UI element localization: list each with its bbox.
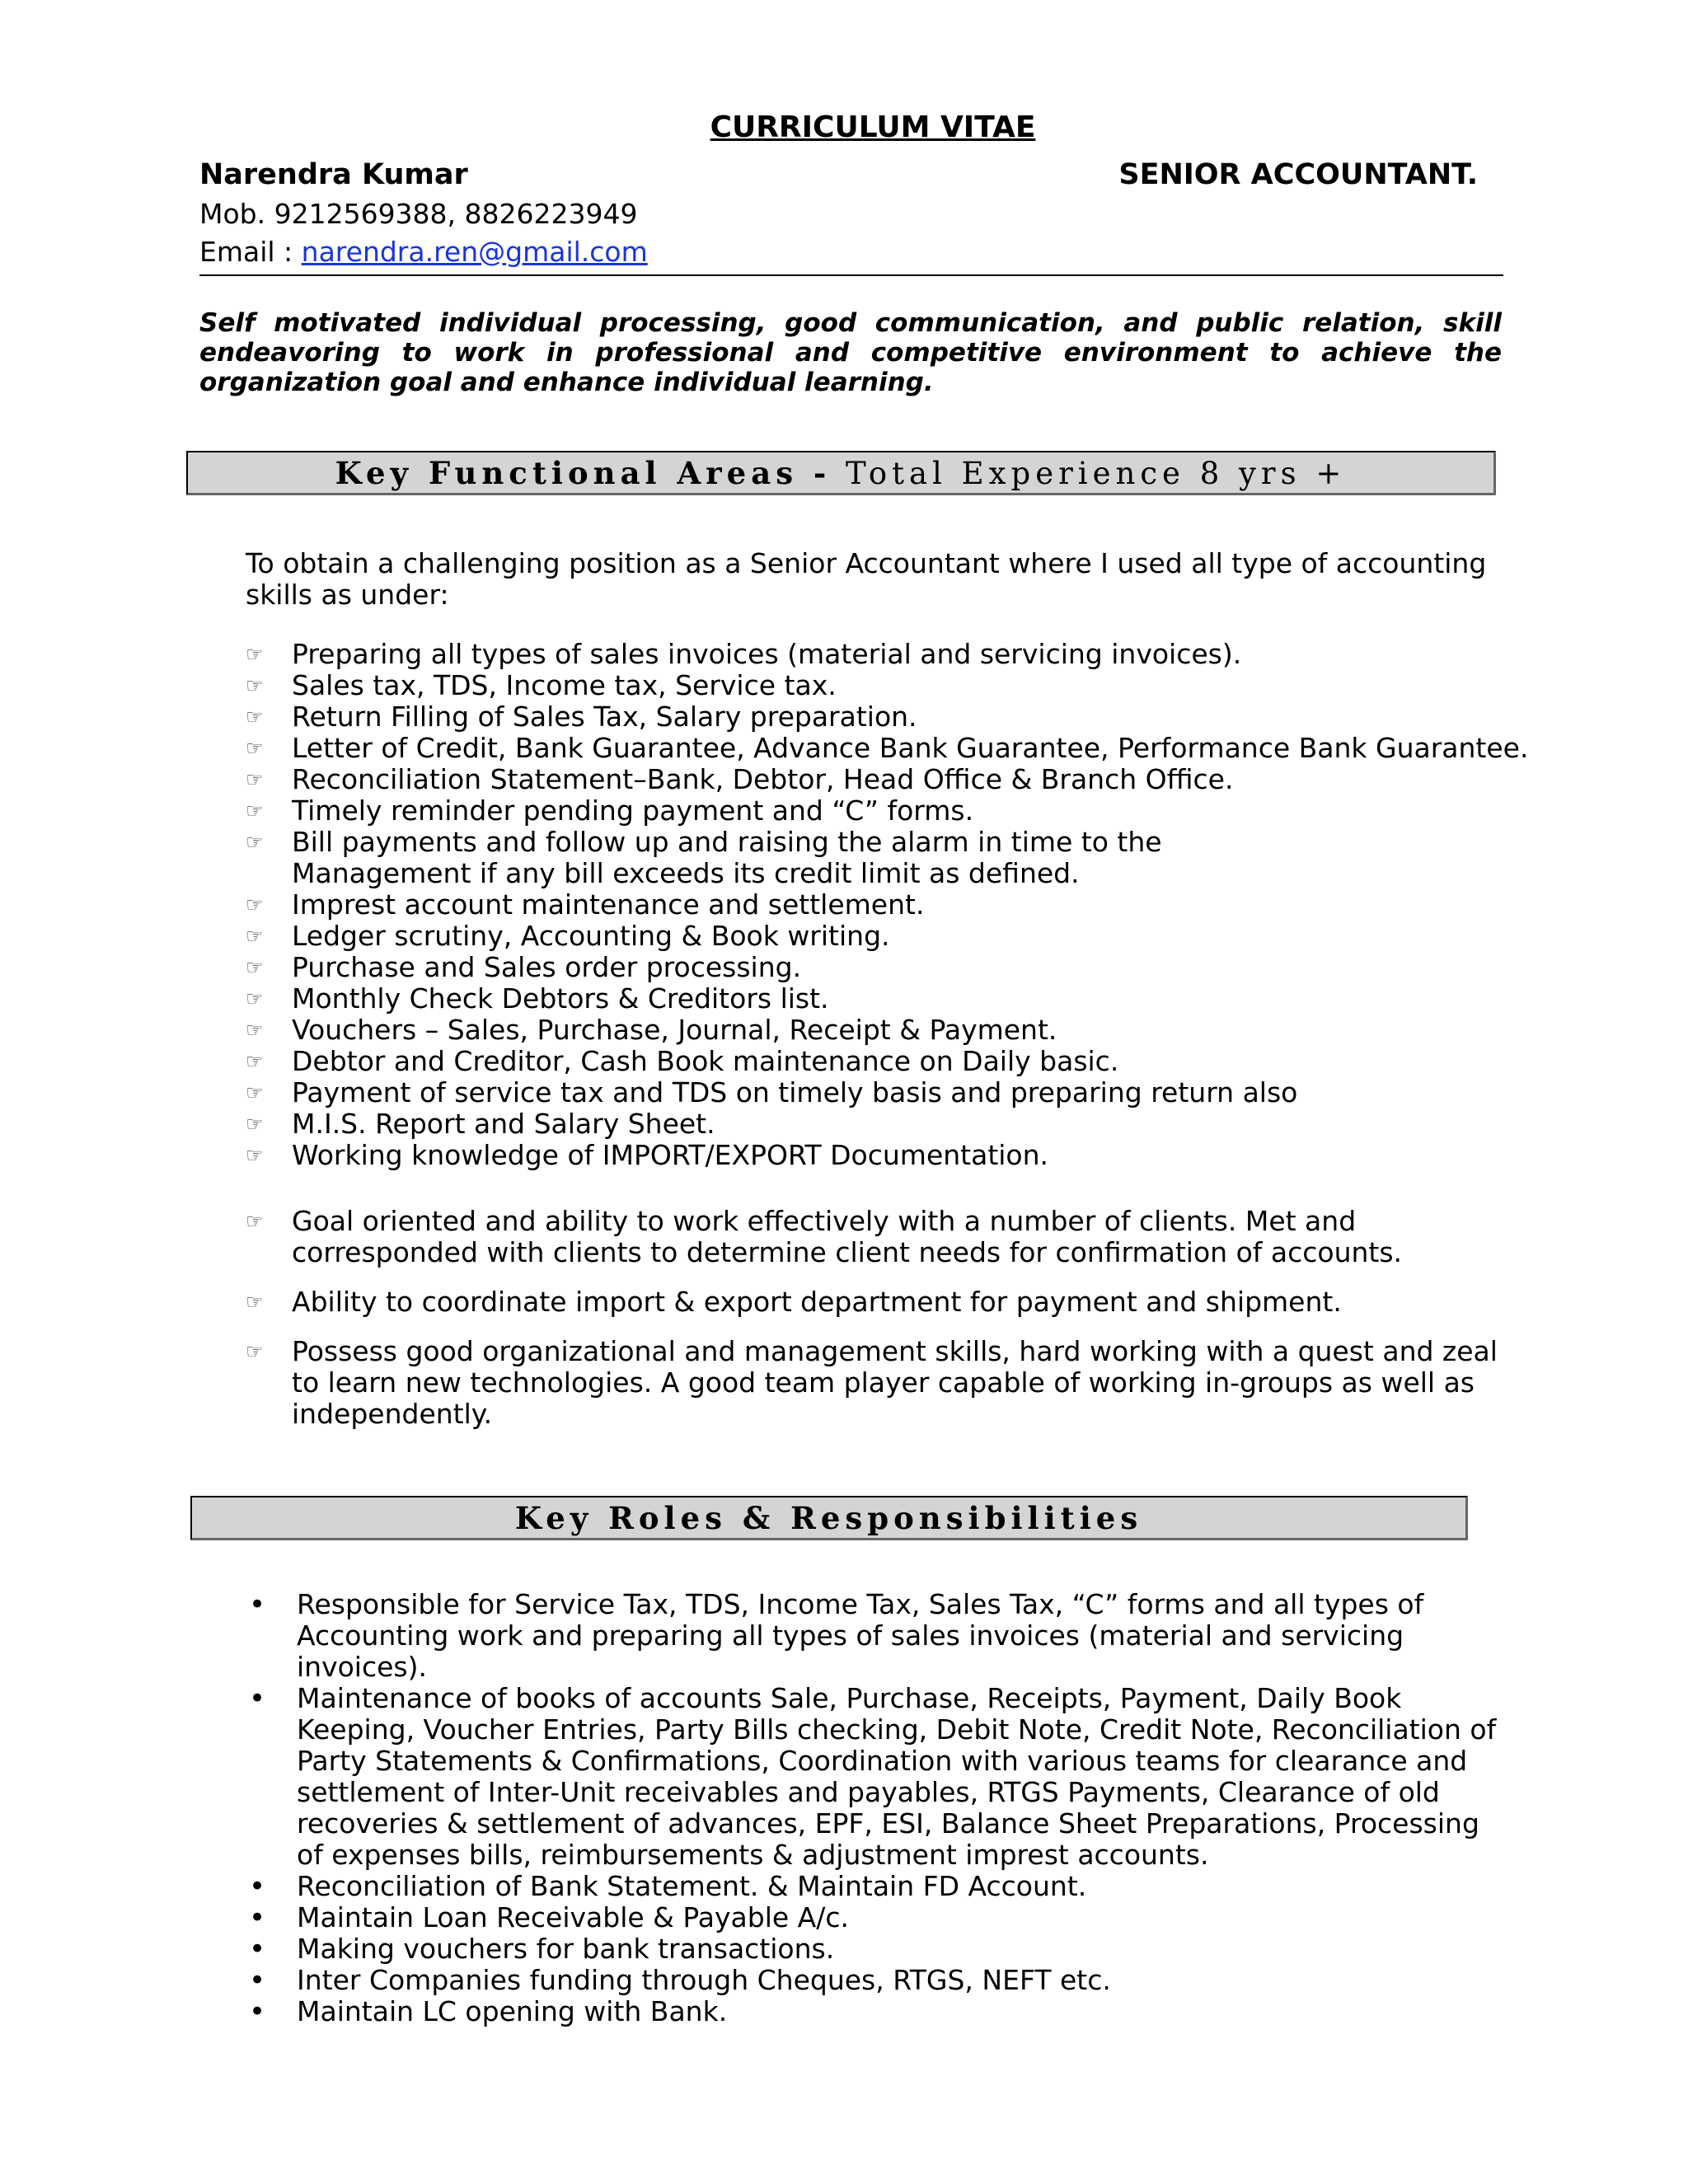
pointing-hand-icon: ☞: [246, 956, 264, 979]
list-item: ☞ Letter of Credit, Bank Guarantee, Advance Bank Guarantee, Performance Bank Guarantee.: [246, 732, 1529, 764]
key-roles-heading: [190, 1496, 1468, 1540]
functional-skills-list: [246, 639, 1531, 1171]
email-label: Email :: [199, 236, 302, 268]
key-roles-title: Key Roles & Responsibilities: [514, 1500, 1143, 1536]
pointing-hand-icon: ☞: [246, 705, 264, 729]
list-item: ☞ Return Filling of Sales Tax, Salary preparation.: [246, 701, 917, 733]
functional-strengths-list: [246, 1206, 1531, 1268]
document-title: CURRICULUM VITAE: [710, 110, 1036, 144]
list-item: ☞ Preparing all types of sales invoices (material and servicing invoices).: [246, 638, 1242, 670]
pointing-hand-icon: ☞: [246, 643, 264, 666]
pointing-hand-icon: ☞: [246, 1113, 264, 1136]
pointing-hand-icon: ☞: [246, 737, 264, 760]
pointing-hand-icon: ☞: [246, 1081, 264, 1104]
bullet-dot-icon: •: [249, 1964, 266, 1997]
total-experience: Total Experience 8 yrs +: [831, 456, 1347, 491]
list-item: ☞ Payment of service tax and TDS on timely basis and preparing return also: [246, 1076, 1298, 1108]
key-functional-areas-title: Key Functional Areas -: [335, 455, 832, 491]
list-item: ☞ Working knowledge of IMPORT/EXPORT Documentation.: [246, 1139, 1049, 1171]
pointing-hand-icon: ☞: [246, 768, 264, 791]
list-item: ☞ Timely reminder pending payment and “C” forms.: [246, 794, 974, 827]
list-item: ☞ Vouchers – Sales, Purchase, Journal, Receipt & Payment.: [246, 1014, 1057, 1046]
candidate-name: Narendra Kumar: [199, 158, 468, 191]
pointing-hand-icon: ☞: [246, 1050, 264, 1073]
list-item: ☞ Monthly Check Debtors & Creditors list.: [246, 982, 829, 1015]
list-item: ☞ Purchase and Sales order processing.: [246, 951, 802, 983]
key-functional-areas-heading: [186, 451, 1496, 495]
email-line: [199, 236, 648, 268]
bullet-dot-icon: •: [249, 1588, 266, 1621]
pointing-hand-icon: ☞: [246, 1210, 264, 1233]
pointing-hand-icon: ☞: [246, 1340, 264, 1363]
list-item: ☞ Ledger scrutiny, Accounting & Book writing.: [246, 920, 890, 952]
header-divider: [199, 274, 1503, 276]
bullet-dot-icon: •: [249, 1870, 266, 1903]
list-item: ☞ Possess good organizational and management skills, hard working with a quest and zeal to learn new technologies. A good team player capable of working in-groups as well as independently.: [246, 1335, 1498, 1430]
pointing-hand-icon: ☞: [246, 1019, 264, 1042]
list-item: • Maintain LC opening with Bank.: [249, 1995, 728, 2028]
list-item: ☞ Ability to coordinate import & export department for payment and shipment.: [246, 1286, 1342, 1318]
list-item: • Inter Companies funding through Cheques, RTGS, NEFT etc.: [249, 1964, 1111, 1997]
email-link[interactable]: narendra.ren@gmail.com: [301, 236, 648, 268]
pointing-hand-icon: ☞: [246, 674, 264, 697]
list-item: ☞ Goal oriented and ability to work effectively with a number of clients. Met and corresponded with clients to determine client needs for confirmation of accounts.: [246, 1205, 1403, 1268]
responsibilities-list: [246, 1588, 1497, 2028]
pointing-hand-icon: ☞: [246, 987, 264, 1010]
bullet-dot-icon: •: [249, 1682, 266, 1715]
objective-statement: Self motivated individual processing, good communication, and public relation, skill endeavoring to work in professional and competitive environment to achieve the organization goal and enhance individual learning.: [199, 308, 1502, 397]
list-item: ☞ Reconciliation Statement–Bank, Debtor, Head Office & Branch Office.: [246, 763, 1234, 795]
mobile-numbers: Mob. 9212569388, 8826223949: [199, 198, 638, 230]
list-item: • Responsible for Service Tax, TDS, Income Tax, Sales Tax, “C” forms and all types of Accounting work and preparing all types of sales invoices (material and servicing invoices).: [249, 1588, 1424, 1683]
bullet-dot-icon: •: [249, 1933, 266, 1966]
list-item: ☞ Sales tax, TDS, Income tax, Service tax.: [246, 669, 837, 701]
list-item: ☞ Imprest account maintenance and settlement.: [246, 888, 925, 921]
functional-strengths-list: [246, 1336, 1507, 1430]
functional-intro: To obtain a challenging position as a Senior Accountant where I used all type of accounting skills as under:: [246, 547, 1487, 611]
list-item: • Making vouchers for bank transactions.: [249, 1933, 835, 1966]
bullet-dot-icon: •: [249, 1901, 266, 1934]
bullet-dot-icon: •: [249, 1995, 266, 2028]
pointing-hand-icon: ☞: [246, 893, 264, 916]
pointing-hand-icon: ☞: [246, 1291, 264, 1314]
list-item: • Maintenance of books of accounts Sale, Purchase, Receipts, Payment, Daily Book Keeping, Voucher Entries, Party Bills checking, Debit Note, Credit Note, Reconciliation of Party Statements & Confirmations, Coordination with various teams for clearance and settlement of Inter-Unit receivables and payables, RTGS Payments, Clearance of old recoveries & settlement of advances, EPF, ESI, Balance Sheet Preparations, Processing of expenses bills, reimbursements & adjustment imprest accounts.: [249, 1682, 1497, 1871]
pointing-hand-icon: ☞: [246, 831, 264, 854]
list-item: ☞ M.I.S. Report and Salary Sheet.: [246, 1108, 715, 1140]
pointing-hand-icon: ☞: [246, 925, 264, 948]
list-item: ☞ Debtor and Creditor, Cash Book maintenance on Daily basic.: [246, 1045, 1119, 1077]
list-item: • Maintain Loan Receivable & Payable A/c.: [249, 1901, 850, 1934]
pointing-hand-icon: ☞: [246, 799, 264, 823]
list-item: • Reconciliation of Bank Statement. & Maintain FD Account.: [249, 1870, 1087, 1903]
list-item: ☞ Bill payments and follow up and raising the alarm in time to the Management if any bill exceeds its credit limit as defined.: [246, 826, 1162, 889]
functional-strengths-list: [246, 1286, 1531, 1318]
pointing-hand-icon: ☞: [246, 1144, 264, 1167]
candidate-position: SENIOR ACCOUNTANT.: [1118, 158, 1478, 191]
